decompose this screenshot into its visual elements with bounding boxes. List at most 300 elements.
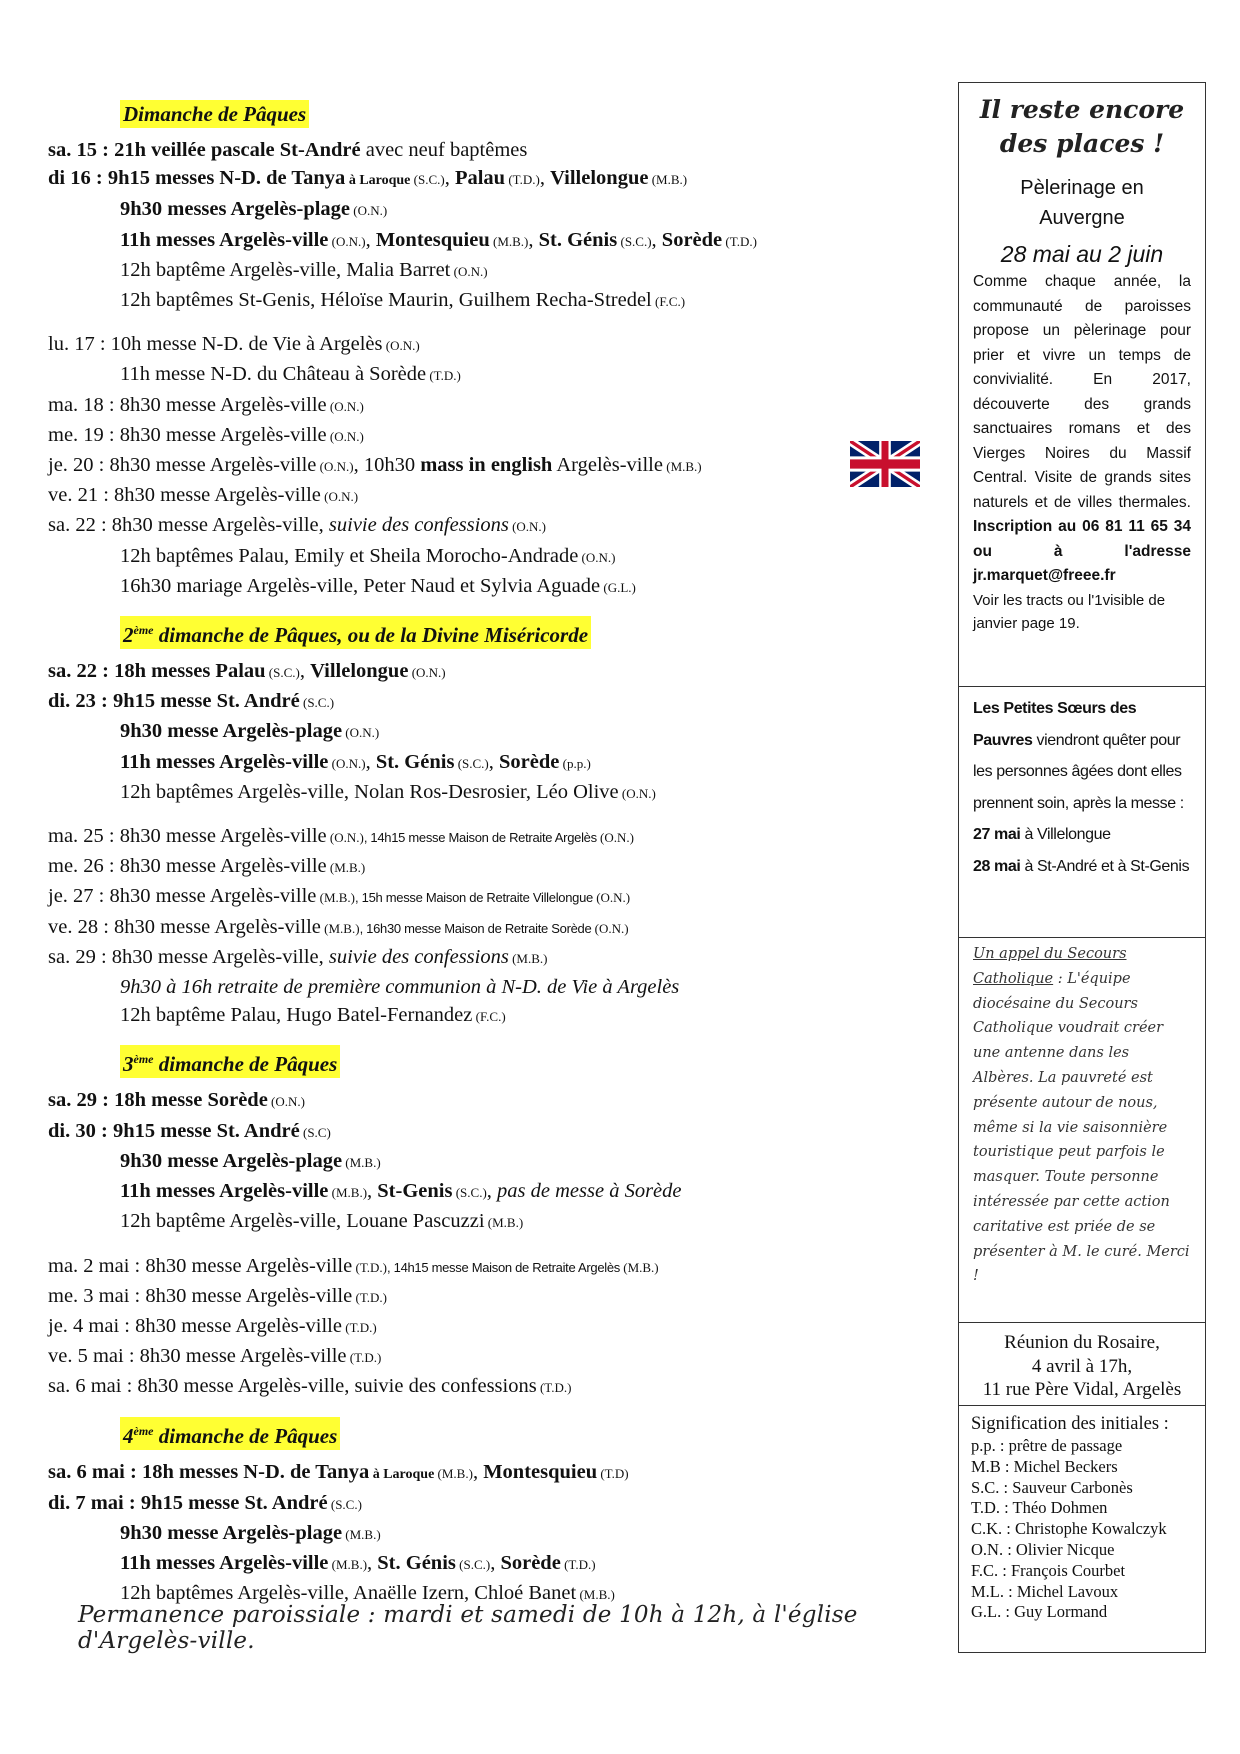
event-text — [120, 973, 679, 1001]
schedule-line — [48, 1177, 928, 1207]
schedule-line — [48, 256, 928, 286]
schedule-line — [48, 1312, 928, 1342]
day-label: me. 3 mai : — [48, 1284, 146, 1307]
day-label: di 16 : — [48, 167, 108, 190]
celebrant-initials: (O.N.) — [508, 519, 547, 535]
day-label: sa. 6 mai : — [48, 1460, 142, 1483]
day-label: ma. 2 mai : — [48, 1254, 146, 1277]
schedule-line — [48, 913, 928, 943]
uk-flag-icon — [850, 441, 920, 487]
event-segment: 11h messes Argelès-ville — [120, 1180, 329, 1203]
celebrant-initials: (M.B.) — [576, 1587, 615, 1603]
event-segment: , 14h15 messe Maison de Retraite Argelès — [387, 1259, 620, 1275]
celebrant-initials: (M.B.) — [316, 890, 356, 906]
schedule-line — [48, 882, 928, 912]
event-segment: Villelongue — [310, 660, 409, 683]
event-text — [120, 1001, 506, 1031]
section-title — [120, 1045, 340, 1078]
section-title-text: 4 — [123, 1423, 134, 1448]
event-segment: 8h30 messe Argelès-ville — [139, 1345, 347, 1368]
celebrant-initials: (S.C.) — [455, 1557, 491, 1573]
schedule-line — [48, 1117, 928, 1147]
event-segment: 12h baptême Palau, Hugo Batel-Fernandez — [120, 1004, 473, 1027]
event-segment: , — [488, 750, 499, 773]
section-title-text: dimanche de Pâques — [153, 1052, 338, 1077]
secours-title: Un appel du Secours Catholique — [973, 946, 1127, 987]
celebrant-initials: (O.N.) — [596, 830, 634, 846]
event-text — [120, 852, 366, 882]
event-segment: St. Génis — [538, 228, 618, 251]
initials-item: C.K. : Christophe Kowalczyk — [971, 1519, 1167, 1539]
event-segment: suivie des confessions — [328, 945, 509, 968]
day-label: ma. 18 : — [48, 393, 120, 416]
event-segment: à Laroque — [345, 173, 411, 189]
rosary-line-3: 11 rue Père Vidal, Argelès — [982, 1379, 1182, 1400]
pilgrimage-footnote: Voir les tracts ou l'1visible de janvier page 19. — [973, 591, 1166, 632]
schedule-line — [48, 481, 928, 511]
schedule-line — [48, 1519, 928, 1549]
day-label: me. 19 : — [48, 423, 120, 446]
celebrant-initials: (M.B.) — [328, 1557, 368, 1573]
event-text — [120, 226, 757, 256]
schedule-line — [48, 748, 928, 778]
event-text — [114, 136, 527, 164]
celebrant-initials: (O.N.) — [408, 665, 446, 681]
event-text — [114, 481, 358, 511]
event-segment: 8h30 messe Argelès-ville — [145, 1284, 353, 1307]
headline-line-2: des places ! — [999, 129, 1165, 158]
event-segment: 9h15 messes N-D. de Tanya — [107, 167, 346, 190]
event-segment: Sorède — [499, 750, 560, 773]
event-segment: Montesquieu — [483, 1460, 598, 1483]
day-label: je. 27 : — [48, 885, 110, 908]
event-segment: , — [539, 167, 551, 190]
day-label: sa. 29 : — [48, 945, 112, 968]
event-segment: 12h baptêmes Palau, Emily et Sheila Morocho-Andrade — [120, 544, 579, 567]
event-text — [120, 1147, 381, 1177]
little-sisters-text: viendront quêter pour les personnes âgées dont elles prennent soin, après la messe : — [973, 731, 1184, 812]
schedule-line — [48, 657, 928, 687]
event-text — [120, 256, 488, 286]
schedule-line — [48, 717, 928, 747]
event-segment: , — [367, 1180, 378, 1203]
event-segment: , — [486, 1180, 498, 1203]
celebrant-initials: (T.D.) — [536, 1380, 572, 1396]
schedule-line — [48, 330, 928, 360]
event-segment: 12h baptêmes St-Genis, Héloïse Maurin, Guilhem Recha-Stredel — [120, 289, 652, 312]
day-label: di. 23 : — [48, 690, 113, 713]
event-segment: 12h baptêmes Argelès-ville, Nolan Ros-Desrosier, Léo Olive — [120, 780, 619, 803]
section-title-text: Dimanche de Pâques — [123, 102, 307, 126]
pilgrimage-title-line-2: Auvergne — [1039, 207, 1125, 229]
celebrant-initials: (T.D) — [597, 1465, 629, 1481]
schedule-block — [48, 136, 928, 316]
schedule-line — [48, 164, 928, 195]
schedule-line — [48, 136, 928, 164]
event-text — [120, 822, 634, 852]
event-text — [135, 1312, 377, 1342]
schedule-line — [48, 822, 928, 852]
event-segment: 8h30 messe Argelès-ville — [119, 393, 327, 416]
celebrant-initials: (T.D.) — [426, 368, 461, 384]
celebrant-initials: (O.N.) — [591, 920, 629, 936]
event-segment: 12h baptême Argelès-ville, Louane Pascuzzi — [120, 1210, 485, 1233]
day-label: sa. 22 : — [48, 514, 112, 537]
day-label: ve. 5 mai : — [48, 1345, 140, 1368]
celebrant-initials: (O.N.) — [320, 489, 359, 505]
celebrant-initials: (O.N.) — [578, 549, 616, 565]
section-title-text: dimanche de Pâques — [153, 1423, 338, 1448]
event-segment: Palau — [454, 167, 506, 190]
event-segment: 9h30 messe Argelès-plage — [120, 1149, 343, 1172]
event-segment: 9h30 messe Argelès-plage — [120, 720, 343, 743]
celebrant-initials: (F.C.) — [651, 294, 686, 310]
event-segment: , 15h messe Maison de Retraite Villelongue — [355, 890, 593, 906]
schedule-line — [48, 1147, 928, 1177]
mass-schedule — [48, 100, 928, 1624]
rosary-meeting-box — [958, 1322, 1206, 1405]
event-segment: , — [365, 750, 376, 773]
event-segment: 8h30 messe Argelès-ville — [135, 1314, 342, 1337]
section-title-text: 3 — [123, 1052, 134, 1077]
schedule-block — [48, 1086, 928, 1237]
pilgrimage-box — [958, 82, 1206, 686]
schedule-line — [48, 391, 928, 421]
celebrant-initials: (O.N.) — [382, 338, 420, 354]
schedule-line — [48, 542, 928, 572]
event-segment: 8h30 messe Argelès-ville, suivie des confessions — [137, 1375, 537, 1398]
celebrant-initials: (S.C.) — [299, 695, 335, 711]
initials-item: M.L. : Michel Lavoux — [971, 1581, 1119, 1601]
section-title — [120, 100, 309, 128]
event-segment: , — [651, 228, 662, 251]
event-segment: 11h messes Argelès-ville — [120, 1552, 329, 1575]
celebrant-initials: (S.C.) — [454, 755, 489, 771]
event-segment: 8h30 messe Argelès-ville — [114, 915, 321, 938]
day-label: ve. 21 : — [48, 484, 115, 507]
celebrant-initials: (M.B.) — [648, 172, 688, 188]
day-label: lu. 17 : — [48, 333, 111, 356]
event-segment: 10h messe N-D. de Vie à Argelès — [110, 333, 383, 356]
event-segment: 12h baptêmes Argelès-ville, Anaëlle Izern, Chloé Banet — [120, 1582, 577, 1605]
schedule-line — [48, 1086, 928, 1116]
event-segment: 8h30 messe Argelès-ville — [109, 885, 317, 908]
schedule-block — [48, 822, 928, 1031]
event-segment: , — [365, 228, 376, 251]
secours-catholique-box — [958, 937, 1206, 1322]
event-segment: 8h30 messe Argelès-ville — [109, 454, 317, 477]
event-segment: Sorède — [500, 1552, 561, 1575]
initials-item: T.D. : Théo Dohmen — [971, 1498, 1108, 1518]
event-text — [114, 657, 446, 687]
event-segment: 9h15 messe St. André — [112, 1119, 300, 1142]
celebrant-initials: (S.C.) — [452, 1185, 487, 1201]
event-segment: 9h15 messe St. André — [140, 1491, 328, 1514]
event-segment: 8h30 messe Argelès-ville — [145, 1254, 353, 1277]
celebrant-initials: (T.D.) — [341, 1319, 377, 1335]
section-title — [120, 616, 591, 649]
schedule-line — [48, 451, 928, 481]
event-text — [141, 1489, 362, 1519]
event-text — [120, 778, 656, 808]
schedule-line — [48, 360, 928, 390]
event-segment: 11h messes Argelès-ville — [120, 750, 329, 773]
celebrant-initials: (T.D.) — [352, 1259, 388, 1275]
event-text — [120, 195, 387, 225]
schedule-line — [48, 1489, 928, 1519]
pilgrimage-title — [973, 173, 1191, 233]
schedule-block — [48, 330, 928, 602]
event-segment: 8h30 messe Argelès-ville, — [111, 514, 329, 537]
schedule-line — [48, 1549, 928, 1579]
schedule-line — [48, 511, 928, 541]
celebrant-initials: (T.D.) — [352, 1289, 388, 1305]
initials-heading: Signification des initiales : — [971, 1414, 1169, 1434]
schedule-block — [48, 657, 928, 808]
event-segment: St. Génis — [375, 750, 455, 773]
celebrant-initials: (M.B.) — [620, 1259, 659, 1275]
event-text — [114, 1086, 305, 1116]
event-text — [110, 451, 702, 481]
event-segment: 11h messes Argelès-ville — [120, 228, 329, 251]
celebrant-initials: (O.N.) — [328, 755, 366, 771]
celebrant-initials: (M.B.) — [434, 1465, 473, 1481]
initials-item: M.B : Michel Beckers — [971, 1456, 1118, 1476]
event-text — [120, 542, 615, 572]
event-text — [145, 1282, 387, 1312]
event-segment: à Laroque — [369, 1466, 435, 1482]
celebrant-initials: (O.N.) — [267, 1094, 305, 1110]
event-text — [120, 1549, 596, 1579]
event-segment: , 16h30 messe Maison de Retraite Sorède — [359, 920, 592, 936]
celebrant-initials: (T.D.) — [722, 233, 757, 249]
initials-item: O.N. : Olivier Nicque — [971, 1539, 1115, 1559]
pilgrimage-body: Comme chaque année, la communauté de paroisses propose un pèlerinage pour prier et vivre un temps de convivialité. En 2017, découverte des grands sanctuaires romans et des Vierges Noires du Massif Central. Visite de grands sites naturels et de villes thermales. — [973, 273, 1191, 511]
event-segment: Sorède — [661, 228, 723, 251]
celebrant-initials: (S.C.) — [327, 1496, 362, 1512]
event-text — [120, 717, 379, 747]
section-title-ordinal: ème — [133, 1052, 154, 1067]
celebrant-initials: (O.N.) — [316, 459, 354, 475]
event-segment: 16h30 mariage Argelès-ville, Peter Naud et Sylvia Aguade — [120, 574, 601, 597]
event-text — [137, 1372, 571, 1402]
event-text — [120, 360, 461, 390]
event-text — [140, 1342, 382, 1372]
schedule-block — [48, 1458, 928, 1610]
event-segment: Villelongue — [550, 167, 649, 190]
event-text — [120, 748, 591, 778]
event-segment: 21h veillée pascale St-André — [114, 139, 361, 161]
event-segment: 11h messe N-D. du Château à Sorède — [120, 363, 427, 386]
event-segment: , — [299, 660, 311, 683]
sidebar — [958, 82, 1206, 1653]
celebrant-initials: (M.B.) — [484, 1215, 524, 1231]
day-label: ve. 28 : — [48, 915, 115, 938]
celebrant-initials: (S.C.) — [617, 233, 652, 249]
celebrant-initials: (M.B.) — [489, 233, 529, 249]
event-text — [120, 421, 364, 451]
celebrant-initials: (M.B.) — [320, 920, 360, 936]
event-segment: 9h30 à 16h retraite de première communion à N-D. de Vie à Argelès — [120, 976, 680, 999]
celebrant-initials: (G.L.) — [600, 579, 636, 595]
day-label: me. 26 : — [48, 855, 120, 878]
event-text — [111, 330, 420, 360]
secours-body: : L'équipe diocésaine du Secours Catholique voudrait créer une antenne dans les Albères. La pauvreté est présente autour de nous, même si la vie saisonnière touristique peut parfois le masquer. Toute personne intéressée par cette action caritative est priée de se présenter à M. le curé. Merci ! — [973, 970, 1190, 1285]
section-title-text: dimanche de Pâques, ou de la Divine Miséricorde — [153, 623, 589, 648]
schedule-block — [48, 1252, 928, 1403]
pilgrimage-description — [973, 270, 1191, 589]
celebrant-initials: (M.B.) — [326, 860, 366, 876]
collection-place-1: à Villelongue — [1020, 826, 1111, 843]
schedule-line — [48, 1458, 928, 1489]
event-text — [120, 572, 636, 602]
event-segment: 8h30 messe Argelès-ville — [114, 484, 321, 507]
schedule-line — [48, 1001, 928, 1031]
pilgrimage-dates: 28 mai au 2 juin — [1000, 241, 1164, 267]
day-label: sa. 15 : — [48, 139, 115, 161]
section-title-text: 2 — [123, 623, 134, 648]
day-label: sa. 29 : — [48, 1089, 115, 1112]
rosary-line-2: 4 avril à 17h, — [1031, 1355, 1133, 1377]
schedule-line — [48, 973, 928, 1001]
schedule-line — [48, 1342, 928, 1372]
event-text — [108, 164, 687, 195]
initials-item: G.L. : Guy Lormand — [971, 1602, 1108, 1622]
event-text — [120, 1207, 523, 1237]
event-text — [145, 1252, 658, 1282]
schedule-line — [48, 852, 928, 882]
event-segment: 12h baptême Argelès-ville, Malia Barret — [120, 258, 451, 281]
event-text — [120, 391, 364, 421]
event-segment: 9h30 messe Argelès-plage — [120, 1521, 343, 1544]
celebrant-initials: (M.B.) — [342, 1526, 381, 1542]
day-label: ma. 25 : — [48, 825, 120, 848]
section-title — [120, 1417, 340, 1450]
schedule-line — [48, 421, 928, 451]
celebrant-initials: (O.N.) — [350, 203, 388, 219]
event-text — [113, 1117, 331, 1147]
celebrant-initials: (M.B.) — [508, 950, 548, 966]
schedule-line — [48, 286, 928, 316]
event-segment: 18h messes Palau — [114, 660, 266, 683]
celebrant-initials: (S.C.) — [265, 665, 300, 681]
celebrant-initials: (O.N.) — [326, 830, 364, 846]
event-text — [114, 913, 629, 943]
schedule-line — [48, 778, 928, 808]
event-segment: , — [367, 1552, 378, 1575]
event-text — [120, 1177, 682, 1207]
schedule-line — [48, 687, 928, 717]
collection-place-2: à St-André et à St-Genis — [1020, 857, 1190, 875]
initials-legend-box — [958, 1405, 1206, 1653]
collection-date-1: 27 mai — [973, 826, 1021, 843]
celebrant-initials: (M.B.) — [342, 1154, 381, 1170]
celebrant-initials: (S.C.) — [410, 172, 445, 188]
schedule-line — [48, 572, 928, 602]
event-segment: Argelès-ville — [552, 454, 663, 477]
event-segment: , — [444, 167, 455, 190]
event-segment: 9h30 messes Argelès-plage — [120, 198, 351, 221]
celebrant-initials: (O.N.) — [592, 890, 631, 906]
event-segment: pas de messe à Sorède — [497, 1180, 682, 1203]
day-label: je. 4 mai : — [48, 1314, 136, 1337]
event-text — [113, 687, 334, 717]
event-segment: mass in english — [420, 454, 553, 477]
event-segment: 9h15 messe St. André — [112, 690, 300, 713]
event-segment: , — [472, 1460, 484, 1483]
section-title-ordinal: ème — [133, 623, 154, 638]
celebrant-initials: (O.N.) — [450, 263, 488, 279]
schedule-line — [48, 1372, 928, 1402]
celebrant-initials: (O.N.) — [326, 398, 364, 414]
event-segment: St. Génis — [377, 1552, 456, 1575]
celebrant-initials: (S.C) — [299, 1124, 331, 1140]
event-segment: , 10h30 — [353, 454, 421, 477]
event-segment: , 14h15 messe Maison de Retraite Argelès — [363, 830, 597, 846]
celebrant-initials: (p.p.) — [559, 755, 591, 771]
celebrant-initials: (M.B.) — [662, 459, 702, 475]
celebrant-initials: (T.D.) — [560, 1557, 596, 1573]
event-text — [120, 1519, 381, 1549]
event-segment: suivie des confessions — [328, 514, 509, 537]
initials-list — [971, 1436, 1193, 1623]
event-text — [112, 943, 548, 973]
event-segment: , — [490, 1552, 501, 1575]
pilgrimage-title-line-1: Pèlerinage en — [1020, 177, 1144, 199]
schedule-line — [48, 195, 928, 225]
celebrant-initials: (O.N.) — [326, 428, 364, 444]
initials-item: p.p. : prêtre de passage — [971, 1436, 1123, 1455]
rosary-line-1: Réunion du Rosaire, — [1004, 1332, 1160, 1353]
little-sisters-box — [958, 686, 1206, 937]
pilgrimage-inscription: Inscription au 06 81 11 65 34 ou à l'adresse jr.marquet@freee.fr — [973, 518, 1191, 584]
celebrant-initials: (F.C.) — [472, 1009, 506, 1025]
schedule-line — [48, 1207, 928, 1237]
event-segment: 8h30 messe Argelès-ville, — [111, 945, 329, 968]
day-label: di. 7 mai : — [48, 1491, 141, 1514]
event-segment: , — [528, 228, 539, 251]
day-label: di. 30 : — [48, 1119, 113, 1142]
celebrant-initials: (M.B.) — [328, 1185, 368, 1201]
little-sisters-org: Les Petites Sœurs des Pauvres — [973, 700, 1137, 749]
day-label: je. 20 : — [48, 454, 110, 477]
celebrant-initials: (T.D.) — [346, 1350, 382, 1366]
celebrant-initials: (O.N.) — [618, 785, 656, 801]
schedule-line — [48, 1282, 928, 1312]
celebrant-initials: (T.D.) — [505, 172, 540, 188]
initials-item: S.C. : Sauveur Carbonès — [971, 1477, 1133, 1497]
event-segment: 8h30 messe Argelès-ville — [119, 855, 327, 878]
event-text — [142, 1458, 629, 1489]
headline-line-1: Il reste encore — [979, 95, 1185, 124]
event-segment: Montesquieu — [375, 228, 490, 251]
collection-date-2: 28 mai — [973, 857, 1021, 875]
schedule-line — [48, 226, 928, 256]
permanence-note: Permanence paroissiale : mardi et samedi de 10h à 12h, à l'église d'Argelès-ville. — [78, 1602, 858, 1654]
schedule-line — [48, 943, 928, 973]
initials-item: F.C. : François Courbet — [971, 1560, 1126, 1580]
event-text — [120, 286, 685, 316]
day-label: sa. 6 mai : — [48, 1375, 138, 1398]
schedule-line — [48, 1252, 928, 1282]
event-text — [110, 882, 631, 912]
event-segment: 18h messe Sorède — [114, 1089, 268, 1112]
event-segment: avec neuf baptêmes — [360, 139, 528, 161]
celebrant-initials: (O.N.) — [342, 725, 380, 741]
event-segment: St-Genis — [377, 1180, 453, 1203]
event-segment: 8h30 messe Argelès-ville — [119, 825, 327, 848]
event-segment: 8h30 messe Argelès-ville — [119, 423, 327, 446]
